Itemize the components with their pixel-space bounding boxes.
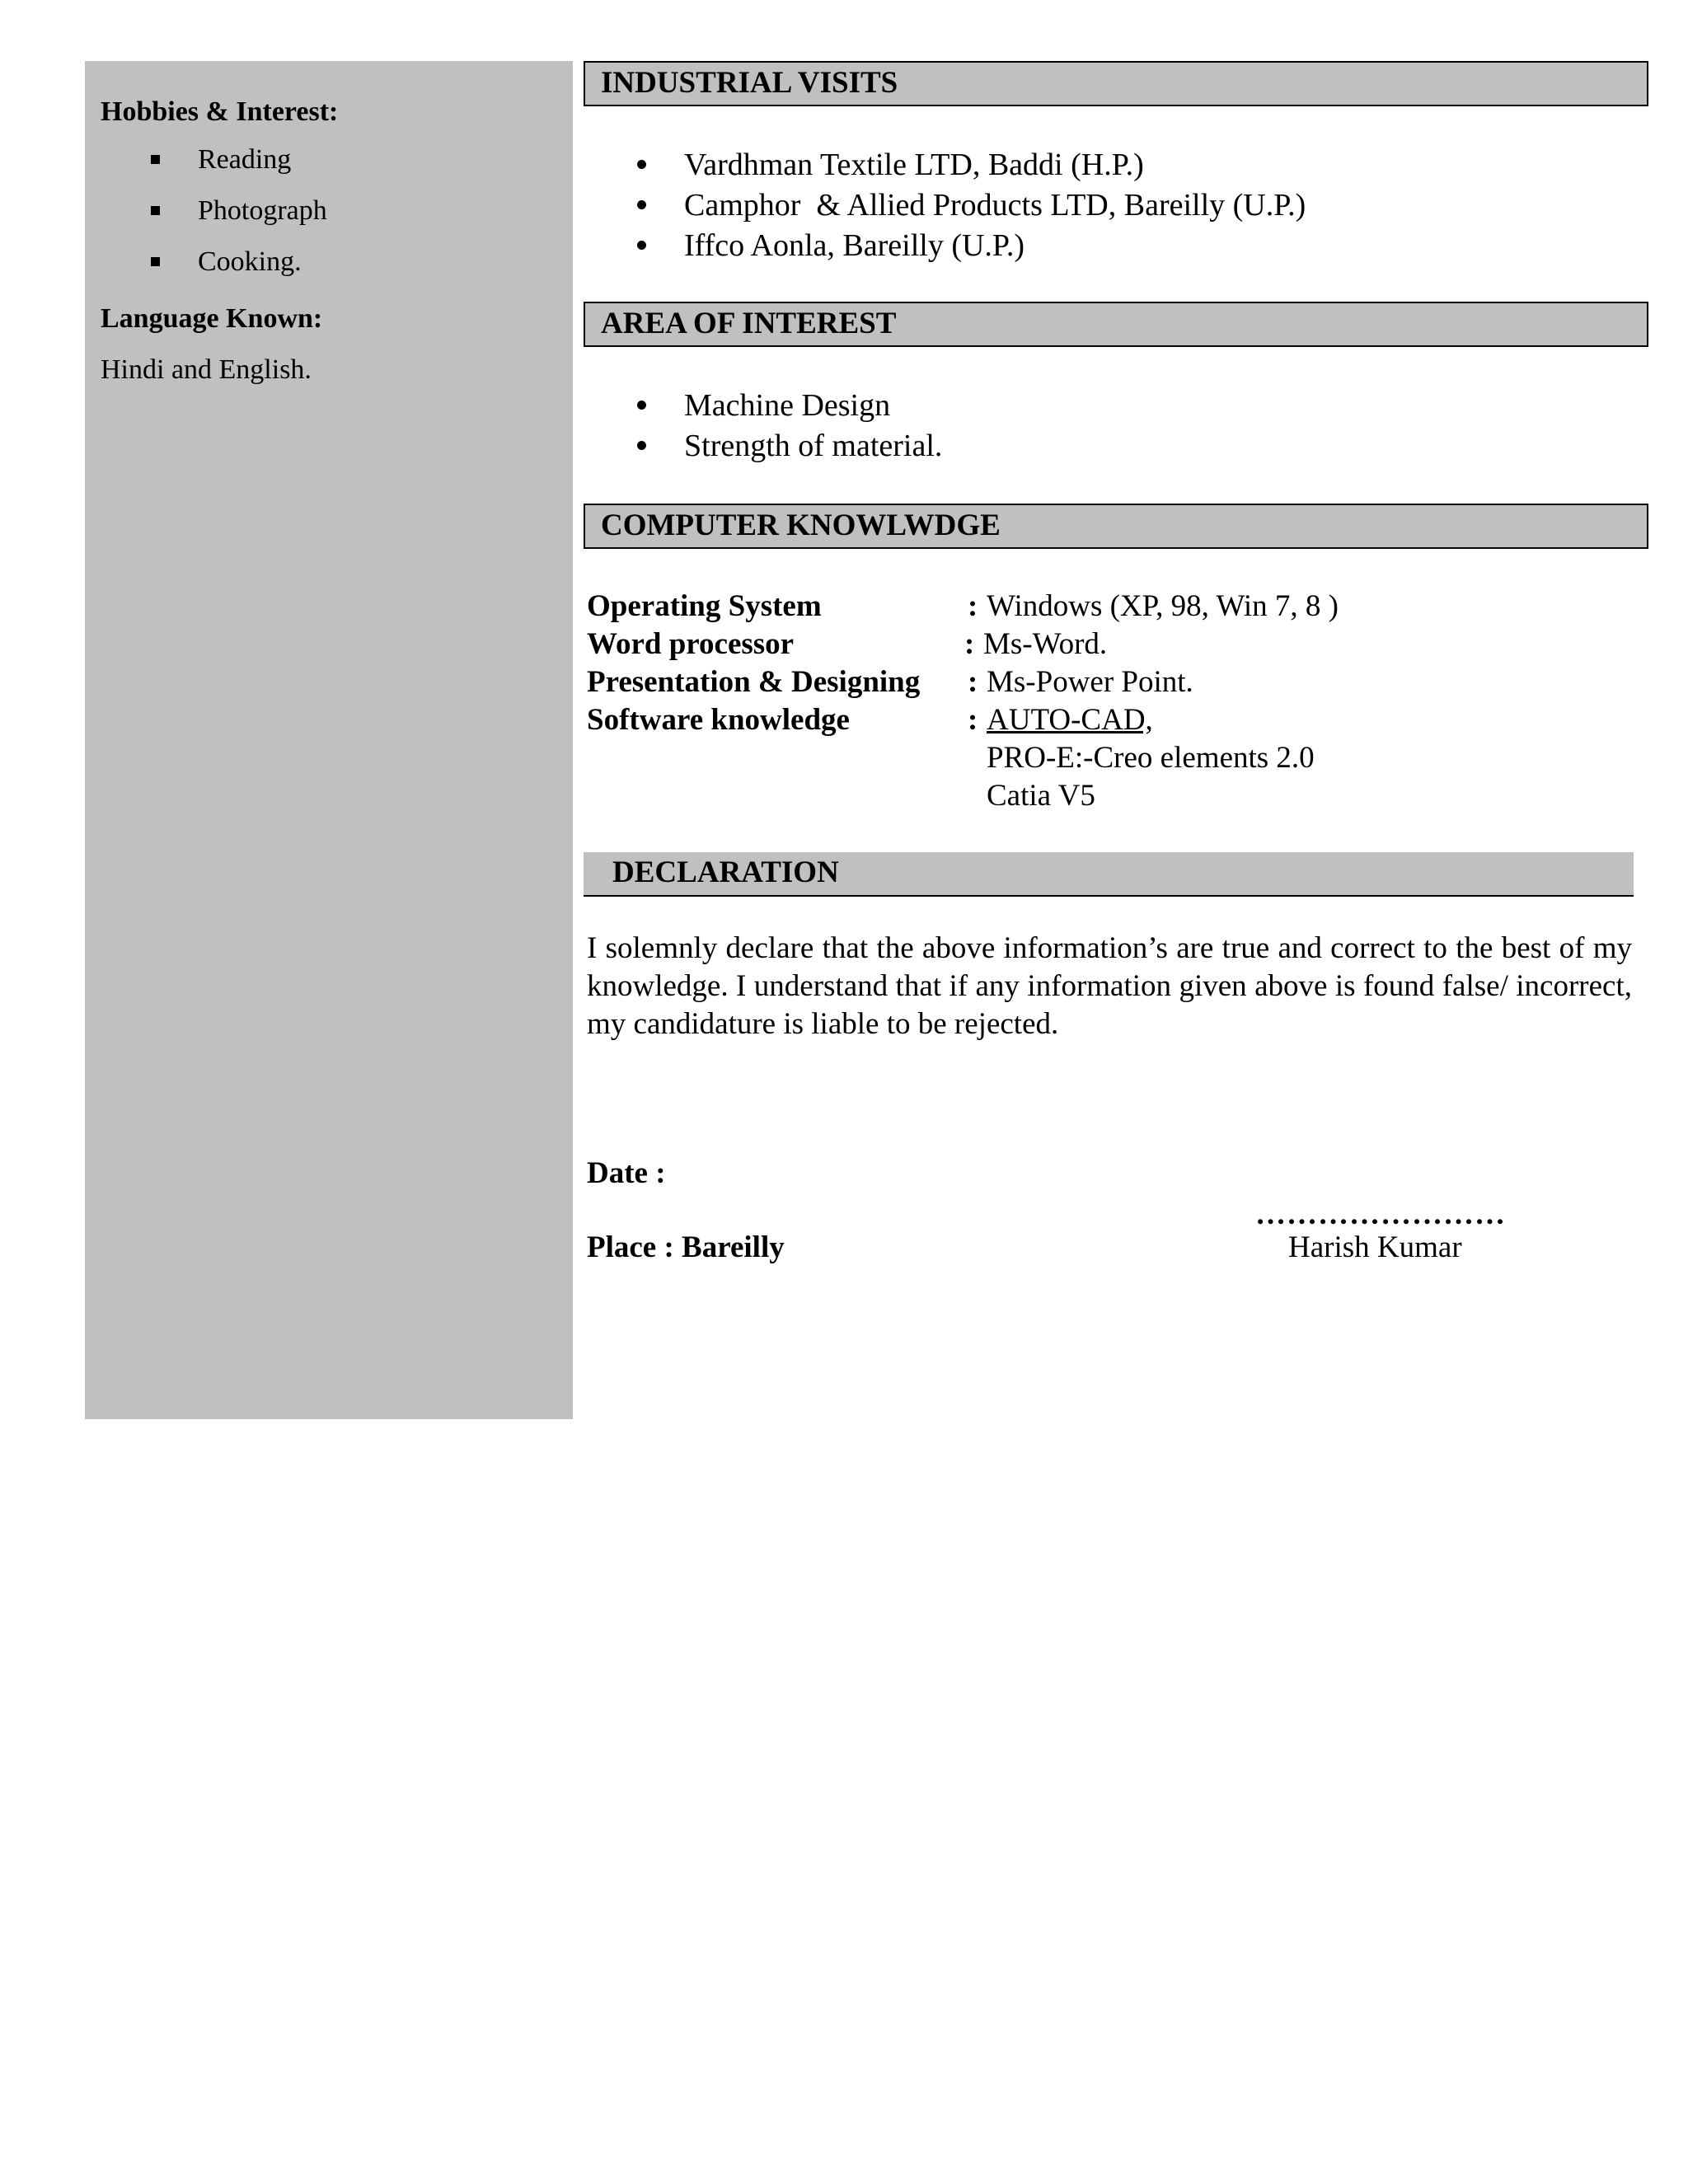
hobby-cooking: Cooking. [198, 246, 302, 277]
word-processor-label: Word processor [587, 627, 795, 661]
signature-line: …………………… [1255, 1197, 1506, 1231]
hobby-reading: Reading [198, 144, 292, 175]
bullet-icon [637, 441, 646, 450]
sidebar-panel [85, 61, 573, 1419]
colon: : [968, 665, 978, 699]
presentation-value: Ms-Power Point. [987, 665, 1193, 699]
visit-item: Camphor & Allied Products LTD, Bareilly (U.P.) [684, 188, 1306, 223]
computer-knowledge-heading: COMPUTER KNOWLWDGE [584, 504, 1648, 549]
colon: : [964, 627, 975, 661]
industrial-visits-heading: INDUSTRIAL VISITS [584, 61, 1648, 106]
square-bullet-icon [151, 155, 160, 164]
bullet-icon [637, 160, 646, 169]
date-label: Date : [587, 1156, 666, 1190]
visit-item: Vardhman Textile LTD, Baddi (H.P.) [684, 148, 1144, 182]
square-bullet-icon [151, 206, 160, 215]
os-label: Operating System [587, 589, 822, 623]
os-value: Windows (XP, 98, Win 7, 8 ) [987, 589, 1339, 623]
bullet-icon [637, 200, 646, 209]
colon: : [968, 703, 978, 737]
declaration-heading: DECLARATION [584, 852, 1634, 897]
place-label: Place : Bareilly [587, 1230, 785, 1264]
software-value-2: PRO-E:-Creo elements 2.0 [987, 741, 1315, 775]
word-processor-value: Ms-Word. [983, 627, 1108, 661]
colon: : [968, 589, 978, 623]
bullet-icon [637, 401, 646, 410]
bullet-icon [637, 241, 646, 250]
language-text: Hindi and English. [101, 354, 312, 385]
interest-item: Strength of material. [684, 429, 943, 463]
software-value: AUTO-CAD, [987, 703, 1153, 737]
hobbies-heading: Hobbies & Interest: [101, 96, 339, 127]
area-of-interest-heading: AREA OF INTEREST [584, 302, 1648, 347]
software-label: Software knowledge [587, 703, 850, 737]
square-bullet-icon [151, 257, 160, 266]
hobby-photograph: Photograph [198, 195, 327, 226]
declaration-text: I solemnly declare that the above information’s are true and correct to the best of my knowledge. I understand that if any information given above is found false/ incorrect, my candidature is liable to be rejected. [587, 931, 1632, 1041]
interest-item: Machine Design [684, 388, 891, 423]
signatory-name: Harish Kumar [1288, 1230, 1462, 1264]
language-heading: Language Known: [101, 303, 323, 334]
visit-item: Iffco Aonla, Bareilly (U.P.) [684, 228, 1025, 263]
presentation-label: Presentation & Designing [587, 665, 921, 699]
software-value-3: Catia V5 [987, 779, 1095, 813]
